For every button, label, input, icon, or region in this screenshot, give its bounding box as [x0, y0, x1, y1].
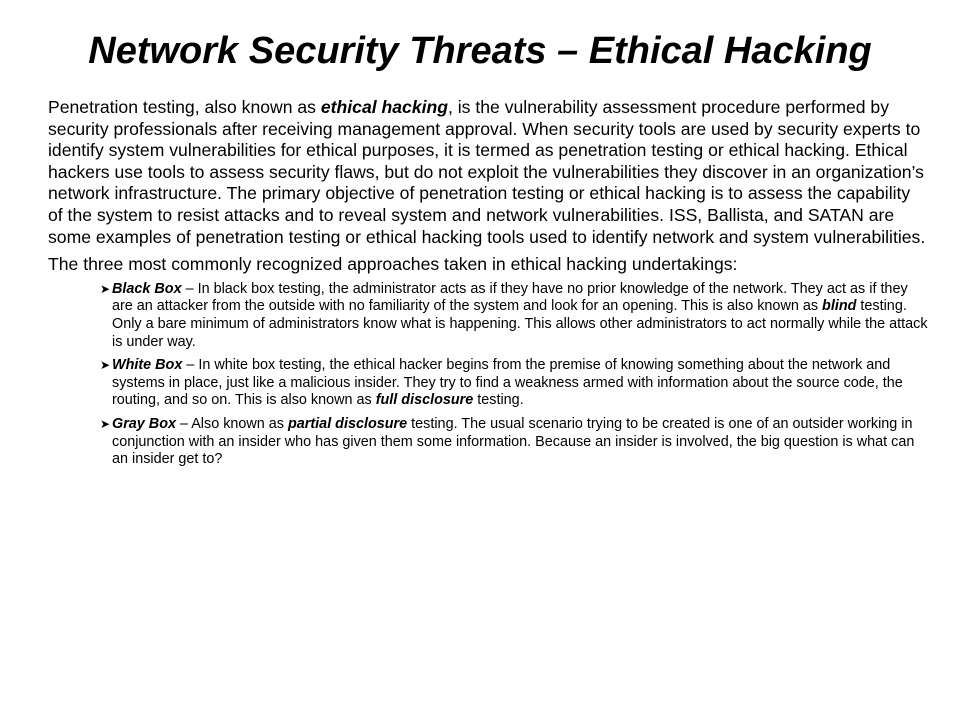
bullet-text-1: – Also known as	[176, 415, 288, 432]
bullet-heading: Gray Box	[112, 415, 176, 432]
list-item-gray-box	[102, 416, 928, 469]
list-item-black-box	[102, 281, 928, 351]
arrow-bullet-icon: ➤	[100, 358, 111, 373]
approaches-intro: The three most commonly recognized approaches taken in ethical hacking undertakings:	[48, 254, 738, 275]
bullet-text-1: – In black box testing, the administrator acts as if they have no prior knowledge of the network. They act as if they are an attacker from the outside with no familiarity of the system and look for an opening. This is also known as	[112, 280, 908, 315]
bullet-heading: White Box	[112, 357, 183, 374]
bullet-emphasis: full disclosure	[375, 392, 474, 409]
bullet-emphasis: blind	[822, 298, 857, 315]
intro-text-2: , is the vulnerability assessment procedure performed by security professionals after receiving management approval. When security tools are used by security experts to identify system vulnerabilities for ethical purposes, it is termed as penetration testing or ethical hacking. Ethical hackers use tools to assess security flaws, but do not exploit the vulnerabilities they discover in an organization’s network infrastructure. The primary objective of penetration testing or ethical hacking is to assess the capability of the system to resist attacks and to reveal system and network vulnerabilities. ISS, Ballista, and SATAN are some examples of penetration testing or ethical hacking tools used to identify network and system vulnerabilities.	[48, 97, 926, 247]
bullet-emphasis: partial disclosure	[288, 415, 408, 432]
arrow-bullet-icon: ➤	[100, 281, 111, 296]
slide-title: Network Security Threats – Ethical Hacking	[88, 30, 872, 72]
list-item-white-box	[102, 357, 928, 410]
approaches-list	[48, 281, 928, 469]
bullet-text-2: testing.	[473, 392, 524, 409]
bullet-text-2: testing. The usual scenario trying to be created is one of an outsider working in conjunction with an insider who has given them some information. Because an insider is involved, the big question is what can an insider get to?	[112, 415, 915, 468]
intro-emphasis: ethical hacking	[320, 97, 448, 117]
bullet-heading: Black Box	[112, 280, 182, 297]
intro-text-1: Penetration testing, also known as	[48, 97, 321, 117]
bullet-text-1: – In white box testing, the ethical hacker begins from the premise of knowing something about the network and systems in place, just like a malicious insider. They try to find a weakness armed with information about the source code, the routing, and so on. This is also known as	[112, 357, 903, 409]
slide-body	[48, 97, 928, 475]
arrow-bullet-icon: ➤	[100, 416, 111, 431]
intro-paragraph	[48, 97, 928, 248]
bullet-text-2: testing. Only a bare minimum of administrators know what is happening. This allows other administrators to act normally while the attack is under way.	[112, 298, 928, 350]
